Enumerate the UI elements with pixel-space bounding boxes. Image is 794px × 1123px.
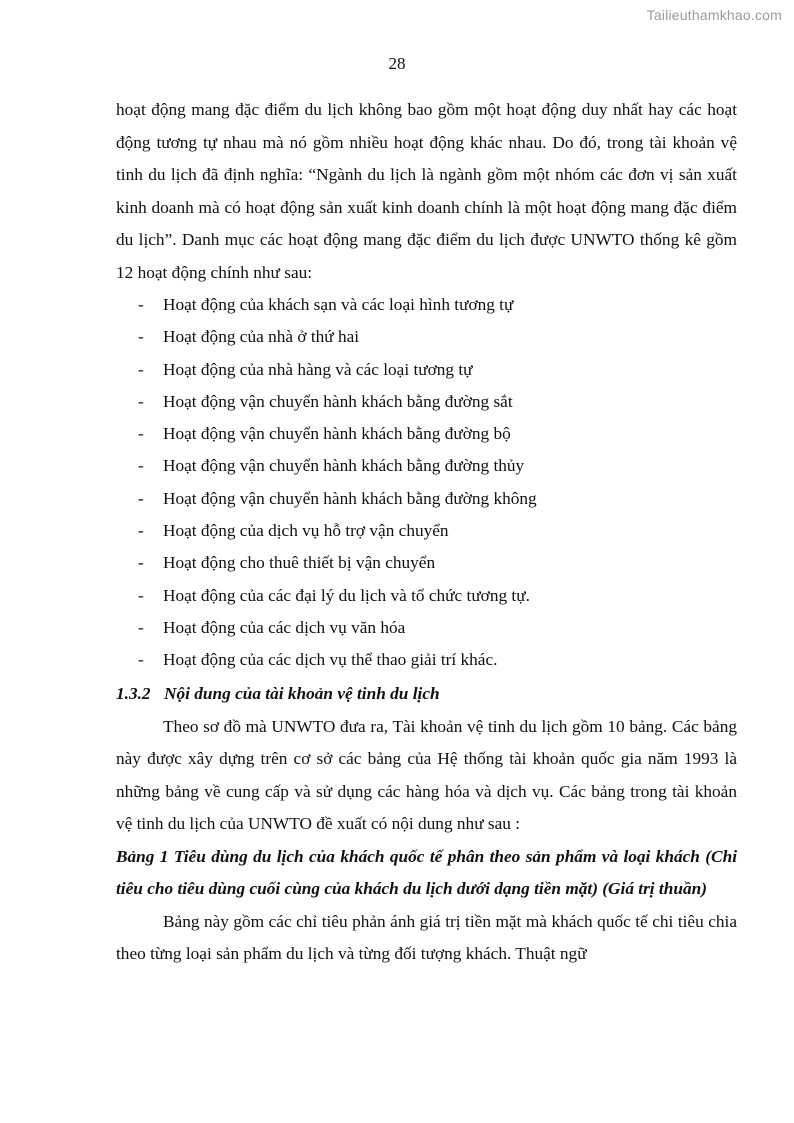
list-item-text: Hoạt động vận chuyển hành khách bằng đường không bbox=[163, 488, 537, 508]
list-item bbox=[116, 450, 737, 482]
section-number: 1.3.2 bbox=[116, 683, 151, 703]
list-item-text: Hoạt động của dịch vụ hỗ trợ vận chuyển bbox=[163, 521, 449, 541]
list-item bbox=[116, 547, 737, 579]
list-item bbox=[116, 515, 737, 547]
watermark-text: Tailieuthamkhao.com bbox=[646, 7, 782, 23]
list-item-text: Hoạt động vận chuyển hành khách bằng đường bộ bbox=[163, 424, 511, 444]
dash-bullet: - bbox=[138, 295, 144, 314]
list-item-text: Hoạt động vận chuyển hành khách bằng đường thủy bbox=[163, 456, 525, 476]
list-item bbox=[116, 644, 737, 676]
page-number: 28 bbox=[388, 54, 406, 73]
list-item-text: Hoạt động của các dịch vụ thể thao giải trí khác. bbox=[163, 650, 498, 670]
list-item bbox=[116, 418, 737, 450]
activity-list bbox=[116, 289, 737, 677]
table-heading: Bảng 1 Tiêu dùng du lịch của khách quốc tế phân theo sản phẩm và loại khách (Chi tiêu cho tiêu dùng cuối cùng của khách du lịch dưới dạng tiền mặt) (Giá trị thuần) bbox=[116, 846, 737, 899]
section-heading bbox=[116, 677, 737, 711]
dash-bullet: - bbox=[138, 488, 144, 508]
dash-bullet: - bbox=[138, 359, 144, 379]
dash-bullet: - bbox=[138, 424, 144, 444]
document-body bbox=[116, 94, 737, 971]
table-paragraph: Bảng này gồm các chỉ tiêu phản ánh giá trị tiền mặt mà khách quốc tế chi tiêu chia theo từng loại sản phẩm du lịch và từng đối tượng khách. Thuật ngữ bbox=[116, 911, 737, 964]
list-item bbox=[116, 386, 737, 418]
dash-bullet: - bbox=[138, 456, 144, 476]
dash-bullet: - bbox=[138, 650, 144, 670]
section-title: Nội dung của tài khoản vệ tinh du lịch bbox=[164, 683, 440, 703]
section-paragraph: Theo sơ đồ mà UNWTO đưa ra, Tài khoản vệ tinh du lịch gồm 10 bảng. Các bảng này được xây dựng trên cơ sở các bảng của Hệ thống tài khoản quốc gia năm 1993 là những bảng về cung cấp và sử dụng các hàng hóa và dịch vụ. Các bảng trong tài khoản vệ tinh du lịch của UNWTO đề xuất có nội dung như sau : bbox=[116, 716, 737, 834]
list-item-text: Hoạt động của nhà ở thứ hai bbox=[163, 327, 360, 347]
dash-bullet: - bbox=[138, 553, 144, 573]
dash-bullet: - bbox=[138, 391, 144, 411]
list-item-text: Hoạt động cho thuê thiết bị vận chuyển bbox=[163, 553, 436, 573]
list-item bbox=[116, 483, 737, 515]
dash-bullet: - bbox=[138, 521, 144, 541]
dash-bullet: - bbox=[138, 327, 144, 347]
list-item-text: Hoạt động của các đại lý du lịch và tổ chức tương tự. bbox=[163, 585, 530, 605]
list-item bbox=[116, 321, 737, 353]
list-item bbox=[116, 289, 737, 321]
list-item-text: Hoạt động của khách sạn và các loại hình tương tự bbox=[163, 295, 514, 314]
list-item-text: Hoạt động của các dịch vụ văn hóa bbox=[163, 617, 406, 637]
dash-bullet: - bbox=[138, 585, 144, 605]
intro-paragraph: hoạt động mang đặc điểm du lịch không bao gồm một hoạt động duy nhất hay các hoạt động tương tự nhau mà nó gồm nhiều hoạt động khác nhau. Do đó, trong tài khoản vệ tinh du lịch đã định nghĩa: “Ngành du lịch là ngành gồm một nhóm các đơn vị sản xuất kinh doanh mà có hoạt động sản xuất kinh doanh chính là một hoạt động mang đặc điểm du lịch”. Danh mục các hoạt động mang đặc điểm du lịch được UNWTO thống kê gồm 12 hoạt động chính như sau: bbox=[116, 100, 737, 282]
list-item-text: Hoạt động của nhà hàng và các loại tương tự bbox=[163, 359, 473, 379]
list-item bbox=[116, 354, 737, 386]
list-item bbox=[116, 580, 737, 612]
list-item bbox=[116, 612, 737, 644]
list-item-text: Hoạt động vận chuyển hành khách bằng đường sắt bbox=[163, 391, 513, 411]
dash-bullet: - bbox=[138, 617, 144, 637]
